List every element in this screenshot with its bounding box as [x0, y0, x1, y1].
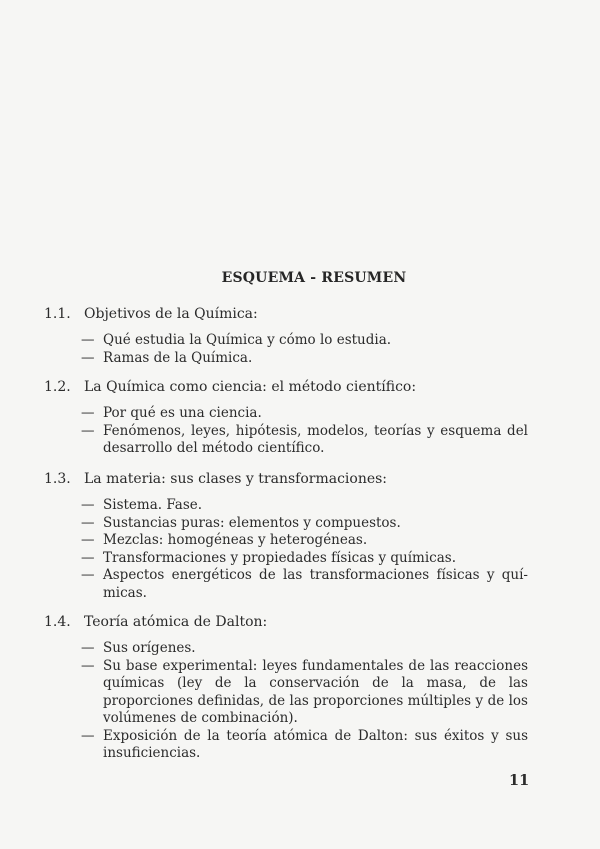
section-title: Teoría atómica de Dalton: [84, 614, 268, 630]
page-number: 11 [509, 772, 530, 789]
list-item: — Exposición de la teoría atómica de Dalton: sus éxitos y sus insuficiencias. [81, 727, 528, 761]
section-number: 1.1. [44, 306, 71, 322]
list-item: — Sistema. Fase. [81, 497, 203, 513]
dash-bullet: — [81, 549, 95, 566]
section-heading [44, 469, 544, 489]
section-1-3 [44, 469, 544, 602]
list-item: — Su base experimental: leyes fundamentales de las reacciones químicas (ley de la conservación de la masa, de las proporciones definidas, de las proporciones múltiples y de los volúmenes de combinación). [81, 657, 528, 726]
dash-bullet: — [81, 332, 95, 348]
list-item: — Transformaciones y propiedades físicas y químicas. [81, 549, 457, 566]
list-item: — Sus orígenes. [81, 640, 196, 656]
list-item: — Mezclas: homogéneas y heterogéneas. [81, 532, 368, 548]
dash-bullet: — [81, 497, 95, 513]
section-number: 1.4. [44, 614, 71, 630]
page-title: ESQUEMA - RESUMEN [221, 270, 407, 286]
section-heading [44, 612, 544, 632]
dash-bullet: — [81, 640, 95, 656]
section-heading [44, 304, 544, 324]
dash-bullet: — [81, 657, 95, 674]
list-item: — Qué estudia la Química y cómo lo estudia. [81, 332, 392, 348]
dash-bullet: — [81, 422, 95, 439]
dash-bullet: — [81, 514, 95, 531]
list-item: — Fenómenos, leyes, hipótesis, modelos, teorías y esquema del desarrollo del método científico. [81, 422, 528, 456]
list-item: — Por qué es una ciencia. [81, 405, 262, 421]
dash-bullet: — [81, 532, 95, 548]
bullet-list [81, 640, 544, 763]
section-number: 1.3. [44, 471, 71, 487]
section-1-2 [44, 377, 544, 458]
bullet-list [81, 405, 544, 458]
section-1-1 [44, 304, 544, 367]
dash-bullet: — [81, 567, 95, 583]
dash-bullet: — [81, 727, 95, 744]
bullet-list [81, 332, 544, 367]
dash-bullet: — [81, 405, 95, 421]
section-heading [44, 377, 544, 397]
dash-bullet: — [81, 349, 95, 366]
section-title: Objetivos de la Química: [84, 306, 258, 322]
list-item: — Aspectos energéticos de las transformaciones físicas y quí-micas. [81, 567, 528, 601]
list-item: — Ramas de la Química. [81, 349, 253, 366]
section-1-4 [44, 612, 544, 763]
section-title: La materia: sus clases y transformaciones: [84, 471, 388, 487]
section-number: 1.2. [44, 379, 71, 395]
section-title: La Química como ciencia: el método científico: [84, 379, 417, 395]
bullet-list [81, 497, 544, 602]
list-item: — Sustancias puras: elementos y compuestos. [81, 514, 401, 531]
